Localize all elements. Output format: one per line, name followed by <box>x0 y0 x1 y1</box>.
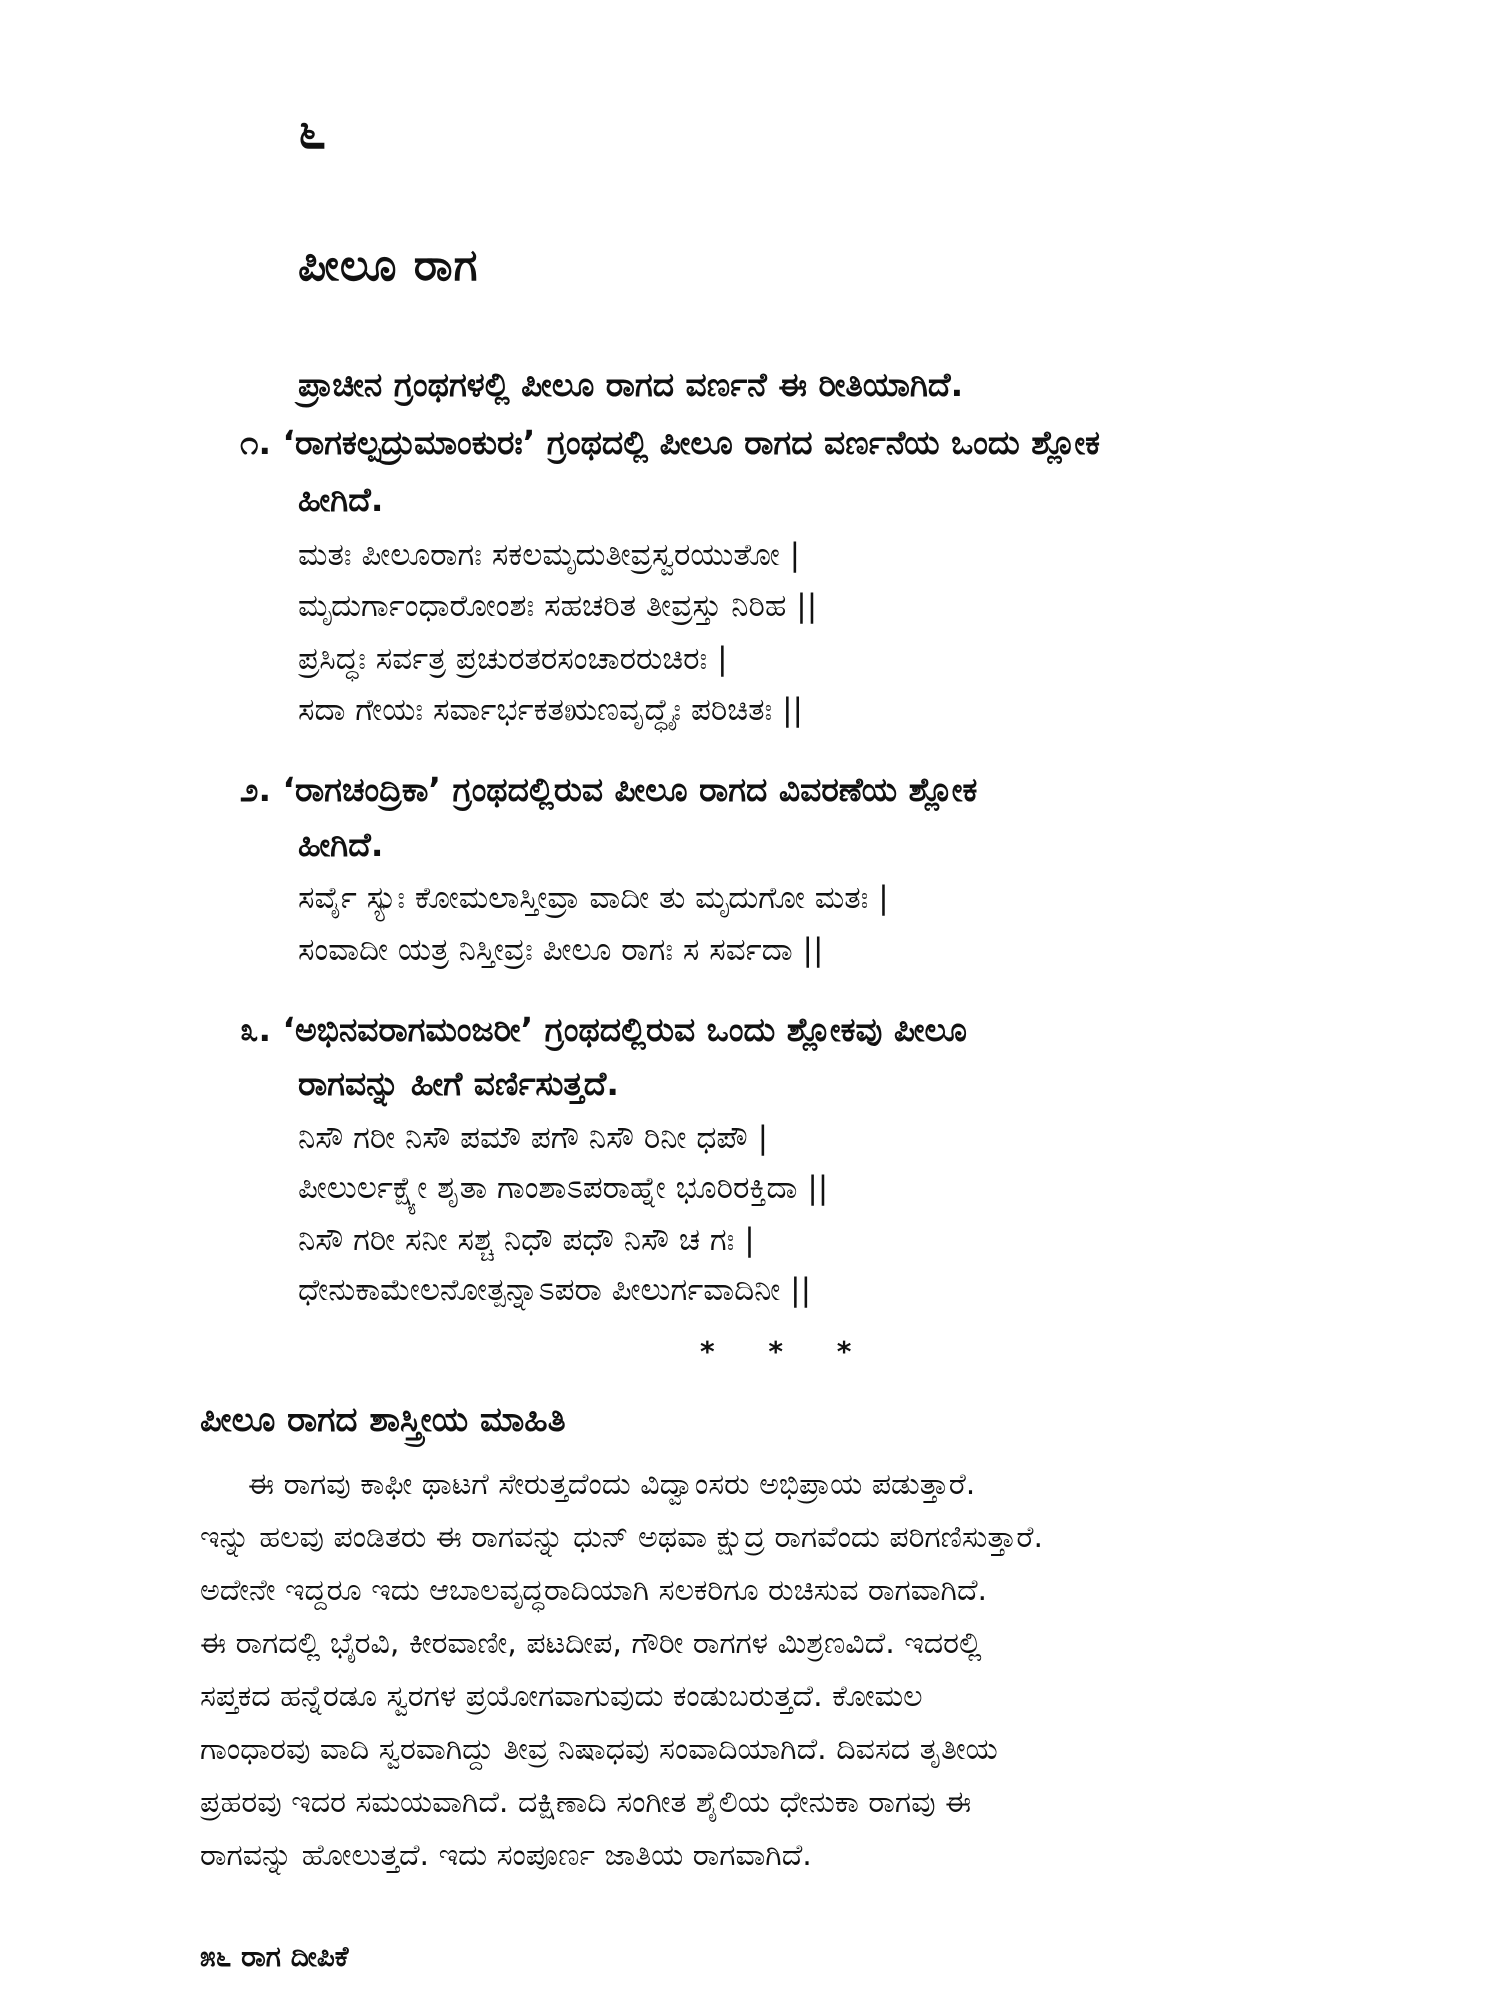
item-1-heading-line-2: ಹೀಗಿದೆ. <box>298 480 384 519</box>
paragraph-line: ಇನ್ನು ಹಲವು ಪಂಡಿತರು ಈ ರಾಗವನ್ನು ಧುನ್ ಅಥವಾ ಕ್ಷುದ್ರ ರಾಗವೆಂದು ಪರಿಗಣಿಸುತ್ತಾರೆ. <box>200 1520 1043 1555</box>
paragraph-line: ಸಪ್ತಕದ ಹನ್ನೆರಡೂ ಸ್ವರಗಳ ಪ್ರಯೋಗವಾಗುವುದು ಕಂಡುಬರುತ್ತದೆ. ಕೋಮಲ <box>200 1679 923 1714</box>
item-1-verse-2: ಮೃದುರ್ಗಾಂಧಾರೋಂಶಃ ಸಹಚರಿತ ತೀವ್ರಸ್ತು ನಿರಿಹ || <box>298 588 818 624</box>
item-2-verse-2: ಸಂವಾದೀ ಯತ್ರ ನಿಸ್ತೀವ್ರಃ ಪೀಲೂ ರಾಗಃ ಸ ಸರ್ವದಾ || <box>298 932 824 968</box>
paragraph-line: ಈ ರಾಗದಲ್ಲಿ ಭೈರವಿ, ಕೀರವಾಣೀ, ಪಟದೀಪ, ಗೌರೀ ರಾಗಗಳ ಮಿಶ್ರಣವಿದೆ. ಇದರಲ್ಲಿ <box>200 1626 982 1661</box>
item-3-verse-2: ಪೀಲುರ್ಲಕ್ಷ್ಯೇ ಶೃತಾ ಗಾಂಶಾಽಪರಾಹ್ನೇ ಭೂರಿರಕ್ತಿದಾ || <box>298 1170 829 1206</box>
item-1-heading-line-1: ೧. ‘ರಾಗಕಲ್ಪದ್ರುಮಾಂಕುರಃ’ ಗ್ರಂಥದಲ್ಲಿ ಪೀಲೂ ರಾಗದ ವರ್ಣನೆಯ ಒಂದು ಶ್ಲೋಕ <box>240 423 1100 462</box>
chapter-number: ೬ <box>298 102 326 160</box>
paragraph-line: ರಾಗವನ್ನು ಹೋಲುತ್ತದೆ. ಇದು ಸಂಪೂರ್ಣ ಜಾತಿಯ ರಾಗವಾಗಿದೆ. <box>200 1838 812 1873</box>
item-2-verse-1: ಸರ್ವೈ ಸ್ಯುಃ ಕೋಮಲಾಸ್ತೀವ್ರಾ ವಾದೀ ತು ಮೃದುಗೋ ಮತಃ | <box>298 880 889 916</box>
paragraph-line: ಈ ರಾಗವು ಕಾಫೀ ಥಾಟಗೆ ಸೇರುತ್ತದೆಂದು ವಿದ್ವಾಂಸರು ಅಭಿಪ್ರಾಯ ಪಡುತ್ತಾರೆ. <box>248 1467 976 1502</box>
item-3-verse-3: ನಿಸೌ ಗರೀ ಸನೀ ಸಶ್ಚ ನಿಧೌ ಪಧೌ ನಿಸೌ ಚ ಗಃ | <box>298 1222 755 1258</box>
page-title: ಪೀಲೂ ರಾಗ <box>298 240 479 291</box>
item-1-verse-3: ಪ್ರಸಿದ್ಧಃ ಸರ್ವತ್ರ ಪ್ರಚುರತರಸಂಚಾರರುಚಿರಃ | <box>298 641 728 677</box>
paragraph-line: ಗಾಂಧಾರವು ವಾದಿ ಸ್ವರವಾಗಿದ್ದು ತೀವ್ರ ನಿಷಾಧವು ಸಂವಾದಿಯಾಗಿದೆ. ದಿವಸದ ತೃತೀಯ <box>200 1732 998 1767</box>
item-3-verse-1: ನಿಸೌ ಗರೀ ನಿಸೌ ಪಮೌ ಪಗೌ ನಿಸೌ ರಿನೀ ಧಪೌ | <box>298 1120 769 1156</box>
item-3-verse-4: ಧೇನುಕಾಮೇಲನೋತ್ಪನ್ನಾಽಪರಾ ಪೀಲುರ್ಗವಾದಿನೀ || <box>298 1272 812 1308</box>
item-3-heading-line-1: ೩. ‘ಅಭಿನವರಾಗಮಂಜರೀ’ ಗ್ರಂಥದಲ್ಲಿರುವ ಒಂದು ಶ್ಲೋಕವು ಪೀಲೂ <box>240 1010 967 1049</box>
paragraph-line: ಅದೇನೇ ಇದ್ದರೂ ಇದು ಆಬಾಲವೃದ್ಧರಾದಿಯಾಗಿ ಸಲಕರಿಗೂ ರುಚಿಸುವ ರಾಗವಾಗಿದೆ. <box>200 1573 988 1608</box>
item-1-verse-4: ಸದಾ ಗೇಯಃ ಸರ್ವಾರ್ಭಕತಋಣವೃದ್ಧೈಃ ಪರಿಚಿತಃ || <box>298 692 803 728</box>
paragraph-line: ಪ್ರಹರವು ಇದರ ಸಮಯವಾಗಿದೆ. ದಕ್ಷಿಣಾದಿ ಸಂಗೀತ ಶೈಲಿಯ ಧೇನುಕಾ ರಾಗವು ಈ <box>200 1785 972 1820</box>
section-heading: ಪೀಲೂ ರಾಗದ ಶಾಸ್ತ್ರೀಯ ಮಾಹಿತಿ <box>200 1400 566 1440</box>
item-2-heading-line-1: ೨. ‘ರಾಗಚಂದ್ರಿಕಾ’ ಗ್ರಂಥದಲ್ಲಿರುವ ಪೀಲೂ ರಾಗದ ವಿವರಣೆಯ ಶ್ಲೋಕ <box>240 770 978 809</box>
page-footer: ೫೬ ರಾಗ ದೀಪಿಕೆ <box>200 1940 349 1973</box>
intro-line: ಪ್ರಾಚೀನ ಗ್ರಂಥಗಳಲ್ಲಿ ಪೀಲೂ ರಾಗದ ವರ್ಣನೆ ಈ ರೀತಿಯಾಗಿದೆ. <box>298 365 964 404</box>
item-1-verse-1: ಮತಃ ಪೀಲೂರಾಗಃ ಸಕಲಮೃದುತೀವ್ರಸ್ವರಯುತೋ | <box>298 537 801 573</box>
body-paragraph <box>200 1458 1330 1882</box>
section-separator: * * * <box>700 1335 874 1368</box>
item-2-heading-line-2: ಹೀಗಿದೆ. <box>298 825 384 864</box>
item-3-heading-line-2: ರಾಗವನ್ನು ಹೀಗೆ ವರ್ಣಿಸುತ್ತದೆ. <box>298 1064 619 1103</box>
